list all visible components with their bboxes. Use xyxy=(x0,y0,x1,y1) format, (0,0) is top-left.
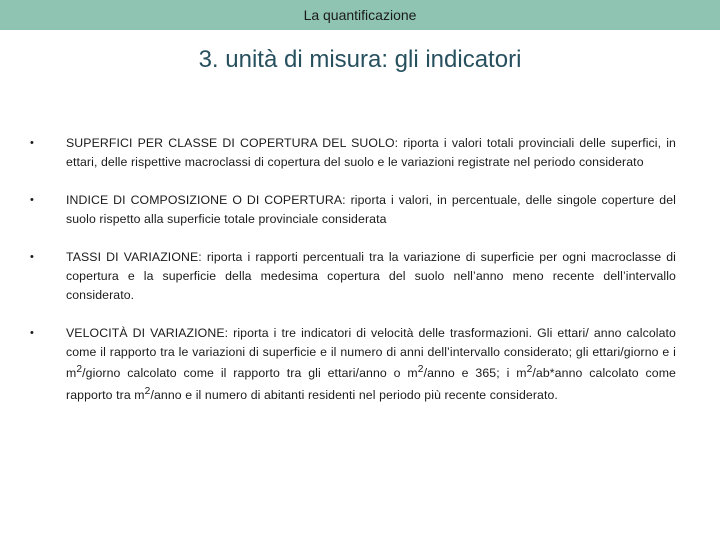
list-item-indice xyxy=(30,191,676,228)
indicator-list xyxy=(30,134,676,405)
item-text-part: /anno e il numero di abitanti residenti nel periodo più recente considerato. xyxy=(150,388,558,403)
list-item-superfici xyxy=(30,134,676,171)
bullet-icon: • xyxy=(30,137,34,149)
item-text-part: /giorno calcolato come il rapporto tra gli ettari/anno o m xyxy=(82,366,418,381)
item-text: riporta i valori totali provinciali delle superfici, in ettari, delle rispettive macroclassi di copertura del suolo e le variazioni registrate nel periodo considerato xyxy=(66,136,676,169)
item-term: VELOCITÀ DI VARIAZIONE: xyxy=(66,326,229,341)
header-title: La quantificazione xyxy=(303,7,417,23)
item-text-part: /ab*anno calcolato come rapporto tra m xyxy=(66,366,676,403)
slide-title: 3. unità di misura: gli indicatori xyxy=(198,46,522,73)
list-item-tassi xyxy=(30,248,676,304)
bullet-icon: • xyxy=(30,194,34,207)
superscript: 2 xyxy=(144,386,151,398)
item-text-part: /anno e 365; i m xyxy=(423,366,527,381)
bullet-icon: • xyxy=(30,251,34,264)
item-text: riporta i rapporti percentuali tra la variazione di superficie per ogni macroclasse di copertura e la superficie della medesima copertura del suolo nell’anno meno recente dell’intervallo considerato. xyxy=(66,250,676,302)
list-item-velocita xyxy=(30,324,676,405)
header-band xyxy=(0,0,720,30)
superscript: 2 xyxy=(417,364,424,376)
item-text-part: riporta i tre indicatori di velocità delle trasformazioni. Gli ettari/ anno calcolato come il rapporto tra le variazioni di superficie e il numero di anni dell’intervallo considerato; gli ettari/giorno e i m xyxy=(66,326,676,381)
superscript: 2 xyxy=(76,364,83,376)
bullet-icon: • xyxy=(30,327,34,340)
item-term: INDICE DI COMPOSIZIONE O DI COPERTURA: xyxy=(66,193,346,208)
superscript: 2 xyxy=(526,364,533,376)
item-term: TASSI DI VARIAZIONE: xyxy=(66,250,202,265)
item-term: SUPERFICI PER CLASSE DI COPERTURA DEL SUOLO: xyxy=(66,136,399,150)
item-text: riporta i valori, in percentuale, delle singole coperture del suolo rispetto alla superficie totale provinciale considerata xyxy=(66,193,676,226)
